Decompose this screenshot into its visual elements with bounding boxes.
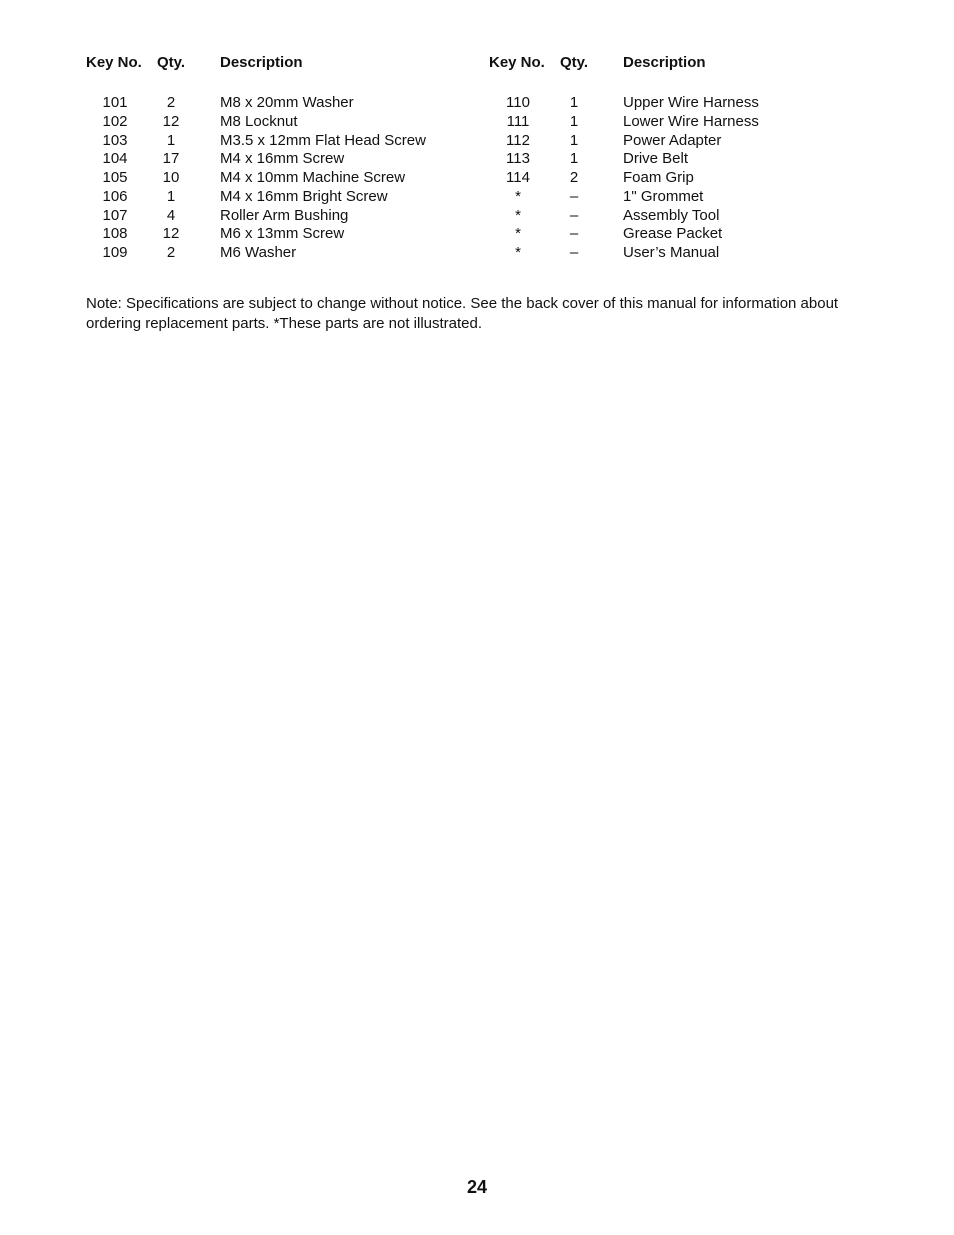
part-qty: 2 [166, 244, 176, 261]
part-key-no: * [515, 225, 521, 243]
part-row [489, 225, 849, 244]
part-key-no: 107 [102, 206, 128, 224]
part-qty: 1 [569, 131, 579, 149]
page-number: 24 [466, 1177, 488, 1197]
header-key-no: Key No. [489, 54, 545, 71]
parts-list-header [489, 54, 849, 76]
part-key-no: 103 [102, 131, 128, 149]
part-key-no: * [515, 206, 521, 224]
part-description: Upper Wire Harness [623, 94, 759, 111]
part-key-no: 102 [102, 112, 128, 130]
header-qty: Qty. [560, 54, 589, 71]
part-description: M6 x 13mm Screw [220, 225, 345, 243]
part-key-no: 108 [102, 225, 128, 243]
part-row [489, 132, 849, 151]
part-description: Lower Wire Harness [623, 112, 759, 130]
part-row [86, 207, 466, 226]
part-row [86, 150, 466, 169]
part-description: Assembly Tool [623, 206, 720, 224]
part-qty: 2 [166, 94, 176, 111]
part-qty: 1 [569, 94, 579, 111]
part-key-no: 109 [102, 244, 128, 261]
part-key-no: 114 [506, 169, 530, 186]
header-description: Description [220, 54, 303, 71]
part-row [489, 94, 849, 113]
part-key-no: * [515, 244, 521, 261]
part-row [489, 207, 849, 226]
part-qty: 17 [162, 150, 180, 168]
parts-rows [86, 94, 466, 263]
part-description: 1" Grommet [623, 187, 704, 205]
part-description: M6 Washer [220, 244, 297, 261]
part-key-no: 110 [506, 94, 530, 111]
part-qty: – [569, 244, 579, 261]
part-key-no: 106 [102, 187, 128, 205]
part-key-no: * [515, 187, 521, 205]
part-qty: – [569, 206, 579, 224]
part-row [86, 132, 466, 151]
part-key-no: 104 [102, 150, 128, 168]
part-description: Grease Packet [623, 225, 723, 243]
parts-rows [489, 94, 849, 263]
part-qty: 1 [569, 112, 579, 130]
header-qty: Qty. [157, 54, 186, 71]
part-description: Roller Arm Bushing [220, 206, 349, 224]
part-description: Power Adapter [623, 131, 722, 149]
part-row [489, 113, 849, 132]
part-description: M8 x 20mm Washer [220, 94, 354, 111]
part-key-no: 101 [102, 94, 128, 111]
part-description: M8 Locknut [220, 112, 298, 130]
part-qty: 1 [166, 187, 176, 205]
part-qty: 12 [162, 112, 180, 130]
parts-list-right [489, 54, 849, 261]
part-description: Drive Belt [623, 150, 689, 168]
specifications-note: Note: Specifications are subject to change without notice. See the back cover of this manual for information about ordering replacement parts. *These parts are not illustrated. [86, 295, 839, 332]
part-description: M4 x 16mm Screw [220, 150, 345, 168]
part-description: M4 x 16mm Bright Screw [220, 187, 388, 205]
part-row [489, 188, 849, 207]
part-description: M3.5 x 12mm Flat Head Screw [220, 131, 426, 149]
part-description: M4 x 10mm Machine Screw [220, 169, 406, 186]
part-qty: 1 [569, 150, 579, 168]
part-key-no: 112 [506, 131, 530, 149]
part-qty: 2 [569, 169, 579, 186]
part-row [489, 150, 849, 169]
part-row [489, 244, 849, 263]
part-key-no: 111 [506, 112, 530, 130]
part-row [86, 188, 466, 207]
parts-list-left [86, 54, 466, 261]
part-qty: – [569, 187, 579, 205]
part-qty: – [569, 225, 579, 243]
part-row [86, 244, 466, 263]
header-description: Description [623, 54, 706, 71]
part-row [86, 113, 466, 132]
part-row [86, 169, 466, 188]
part-qty: 4 [166, 206, 176, 224]
header-key-no: Key No. [86, 54, 142, 71]
part-description: User’s Manual [623, 244, 720, 261]
part-row [489, 169, 849, 188]
part-row [86, 225, 466, 244]
parts-list-header [86, 54, 466, 76]
part-key-no: 113 [506, 150, 530, 168]
part-qty: 12 [162, 225, 180, 243]
part-row [86, 94, 466, 113]
part-qty: 10 [162, 169, 180, 186]
part-description: Foam Grip [623, 169, 694, 186]
part-qty: 1 [166, 131, 176, 149]
part-key-no: 105 [102, 169, 128, 186]
